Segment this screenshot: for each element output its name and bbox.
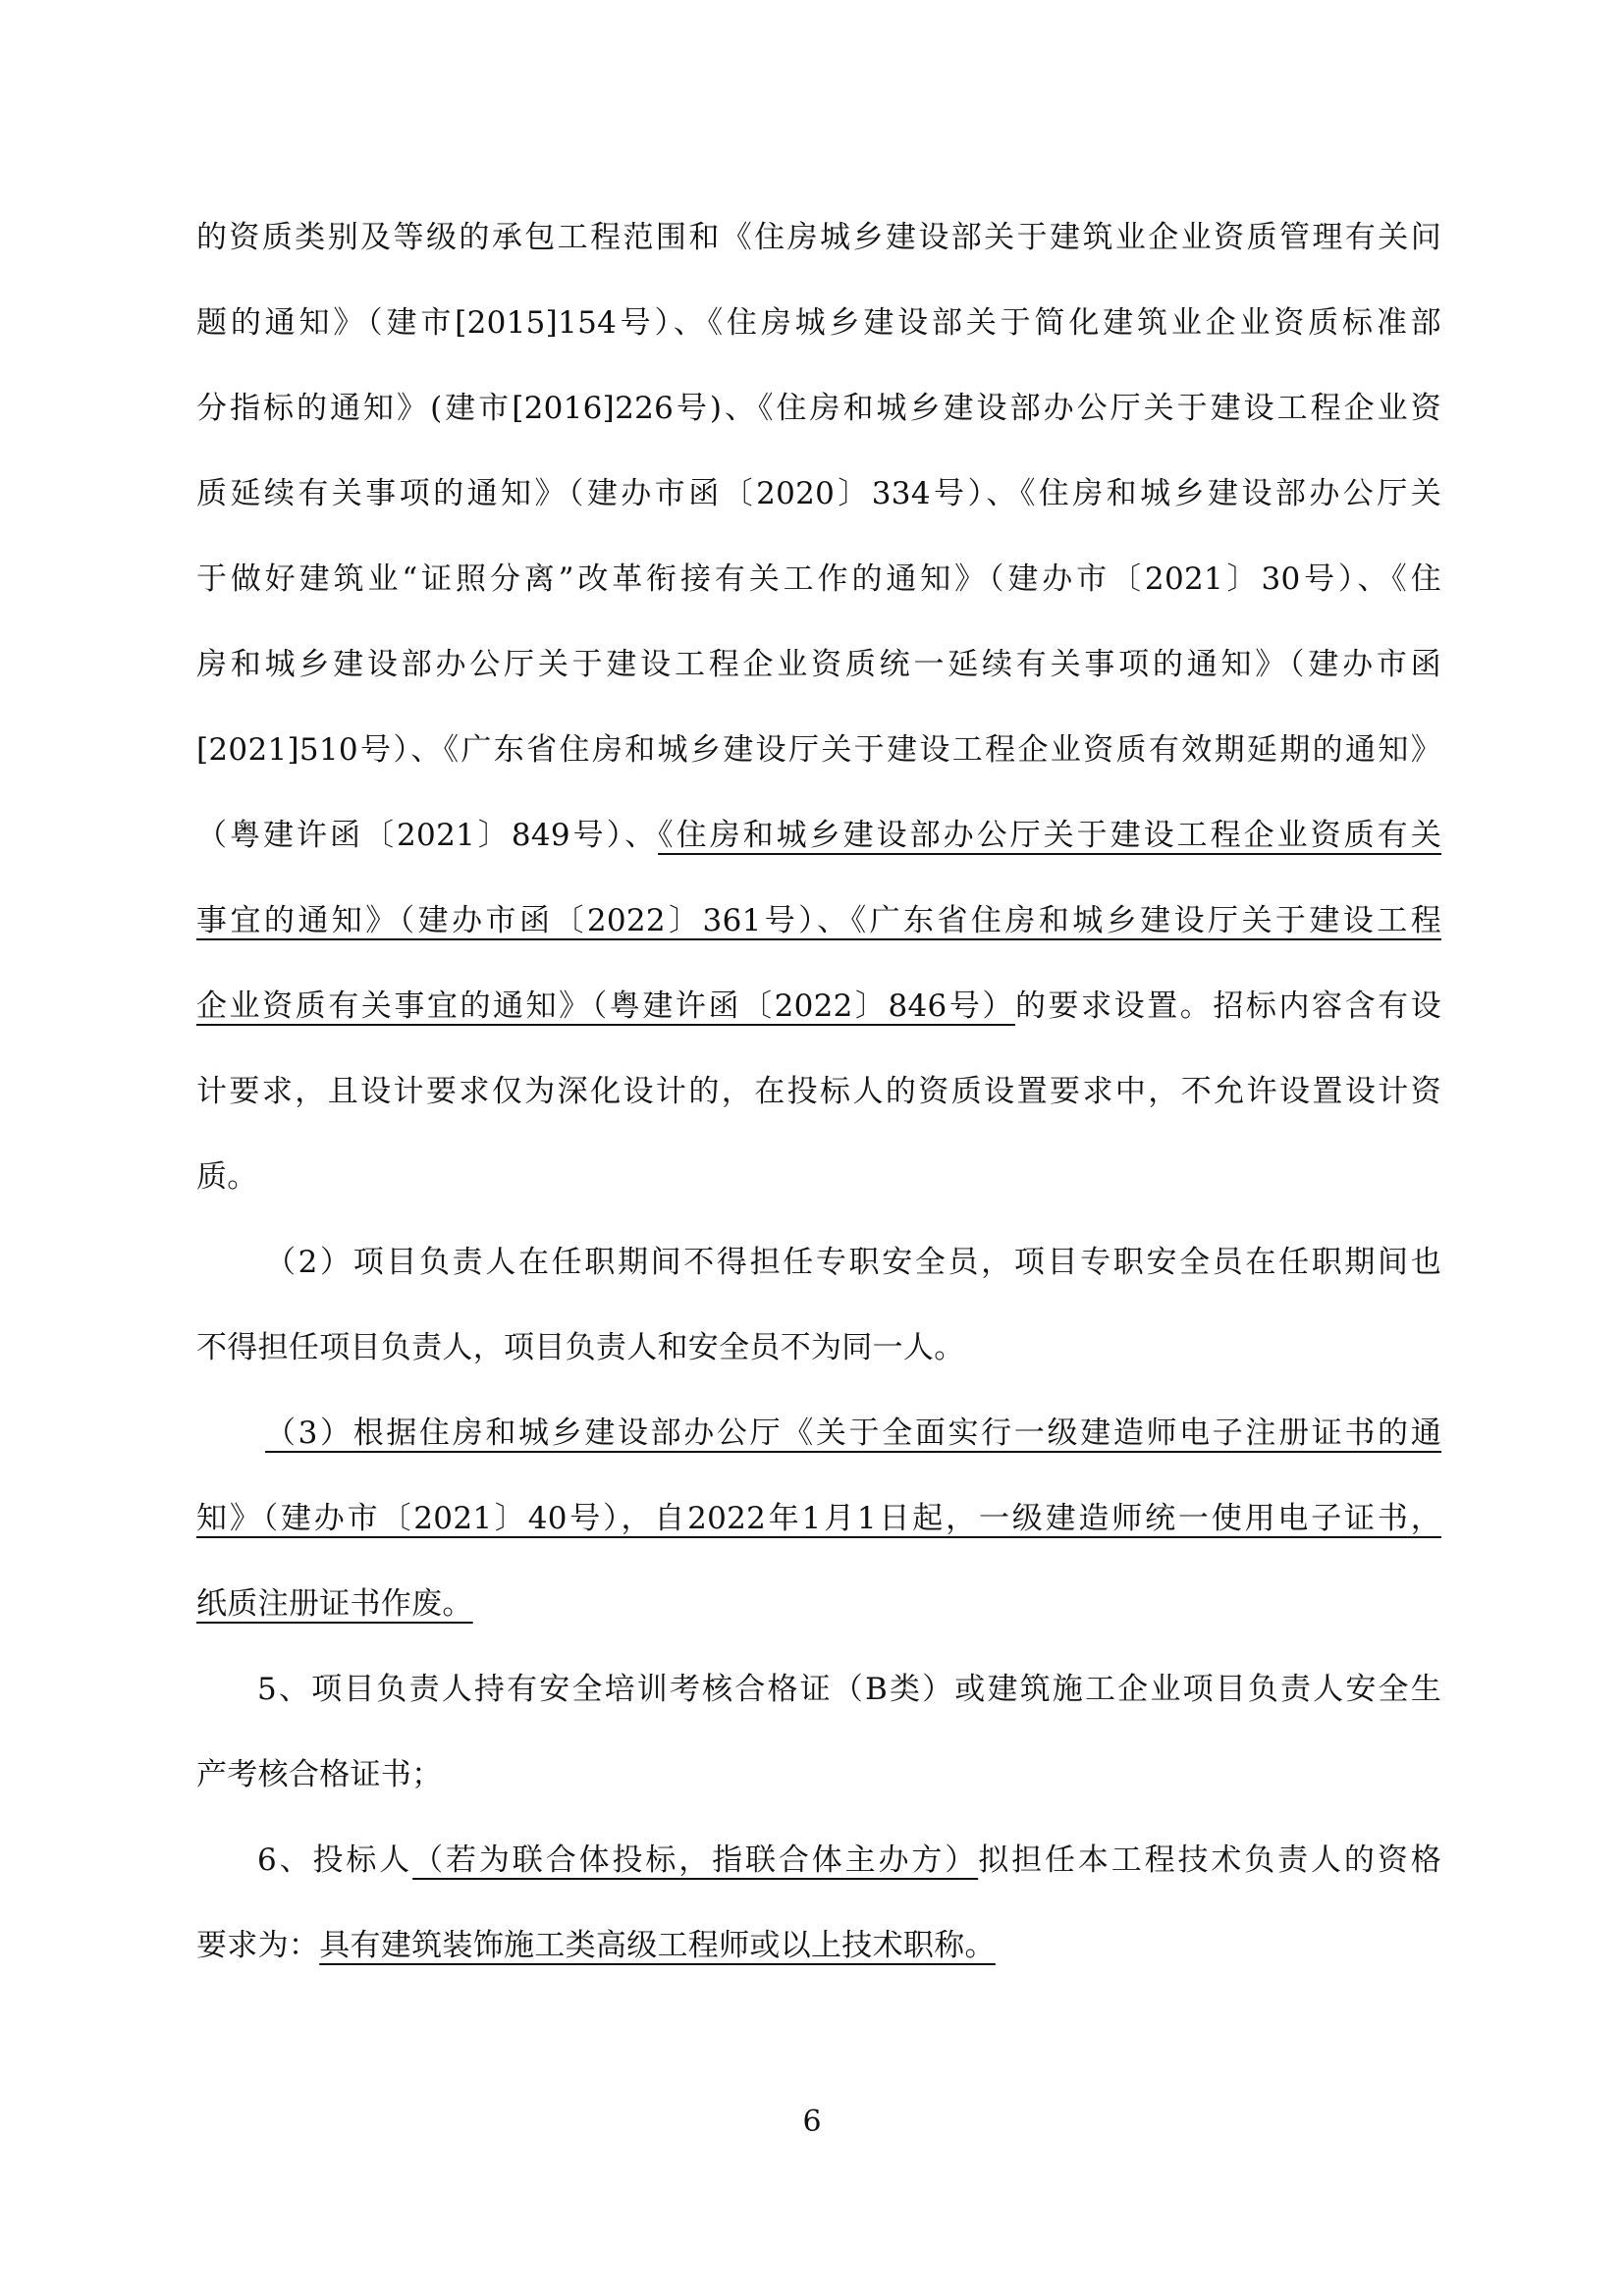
underlined-text: （若为联合体投标，指联合体主办方） <box>412 1842 979 1878</box>
text-segment: 的资质类别及等级的承包工程范围和《住房城乡建设部关于建筑业企业资质管理有关问 <box>196 220 1441 255</box>
text-line <box>196 899 1441 942</box>
text-line <box>196 1582 1441 1626</box>
text-line <box>196 1924 1441 1967</box>
text-segment: 分指标的通知》(建市[2016]226号)、《住房和城乡建设部办公厅关于建设工程企业资 <box>196 391 1441 426</box>
text-line <box>196 643 1441 686</box>
text-segment: 质。 <box>196 1159 258 1195</box>
text-line <box>196 814 1441 857</box>
text-line <box>257 1839 1441 1882</box>
text-line <box>196 1070 1441 1113</box>
underlined-text: 企业资质有关事宜的通知》（粤建许函〔2022〕846号） <box>196 988 1015 1024</box>
text-segment: 6、投标人 <box>257 1842 413 1878</box>
underlined-text: 事宜的通知》（建办市函〔2022〕361号）、《广东省住房和城乡建设厅关于建设工程 <box>196 903 1441 938</box>
text-segment: 于做好建筑业“证照分离”改革衔接有关工作的通知》（建办市〔2021〕30号）、《住 <box>196 561 1441 597</box>
text-segment: 计要求，且设计要求仅为深化设计的，在投标人的资质设置要求中，不允许设置设计资 <box>196 1074 1441 1109</box>
underlined-text: （3）根据住房和城乡建设部办公厅《关于全面实行一级建造师电子注册证书的通 <box>265 1415 1441 1451</box>
page-number: 6 <box>802 2105 822 2139</box>
underlined-text: 《住房和城乡建设部办公厅关于建设工程企业资质有关 <box>658 818 1441 853</box>
text-line <box>196 1753 1441 1796</box>
text-segment: 不得担任项目负责人，项目负责人和安全员不为同一人。 <box>196 1330 965 1365</box>
text-line <box>196 985 1441 1028</box>
text-segment: 题的通知》（建市[2015]154号）、《住房城乡建设部关于简化建筑业企业资质标准部 <box>196 305 1441 341</box>
text-line <box>196 216 1441 259</box>
underlined-text: 纸质注册证书作废。 <box>196 1586 473 1622</box>
text-segment: 5、项目负责人持有安全培训考核合格证（B类）或建筑施工企业项目负责人安全生 <box>257 1672 1441 1707</box>
underlined-text: 具有建筑装饰施工类高级工程师或以上技术职称。 <box>319 1928 996 1963</box>
underlined-text: 知》（建办市〔2021〕40号），自2022年1月1日起，一级建造师统一使用电子证书， <box>196 1501 1441 1536</box>
text-segment: [2021]510号）、《广东省住房和城乡建设厅关于建设工程企业资质有效期延期的通知》 <box>196 732 1441 768</box>
text-line <box>196 1497 1441 1540</box>
text-line <box>196 1155 1441 1199</box>
text-segment: 的要求设置。招标内容含有设 <box>1014 988 1441 1024</box>
text-segment: 质延续有关事项的通知》（建办市函〔2020〕334号）、《住房和城乡建设部办公厅关 <box>196 476 1441 511</box>
text-segment: 产考核合格证书； <box>196 1757 443 1792</box>
text-line <box>265 1241 1441 1284</box>
text-segment: 拟担任本工程技术负责人的资格 <box>978 1842 1441 1878</box>
text-segment: （粤建许函〔2021〕849号）、 <box>196 818 659 853</box>
text-line <box>196 472 1441 515</box>
text-line <box>196 387 1441 430</box>
text-line <box>265 1412 1441 1455</box>
text-segment: （2）项目负责人在任职期间不得担任专职安全员，项目专职安全员在任职期间也 <box>265 1245 1441 1280</box>
text-line <box>196 1326 1441 1369</box>
text-line <box>196 728 1441 772</box>
text-line <box>196 558 1441 601</box>
text-line <box>257 1668 1441 1711</box>
text-segment: 要求为： <box>196 1928 320 1963</box>
text-line <box>196 301 1441 345</box>
text-segment: 房和城乡建设部办公厅关于建设工程企业资质统一延续有关事项的通知》（建办市函 <box>196 647 1441 682</box>
